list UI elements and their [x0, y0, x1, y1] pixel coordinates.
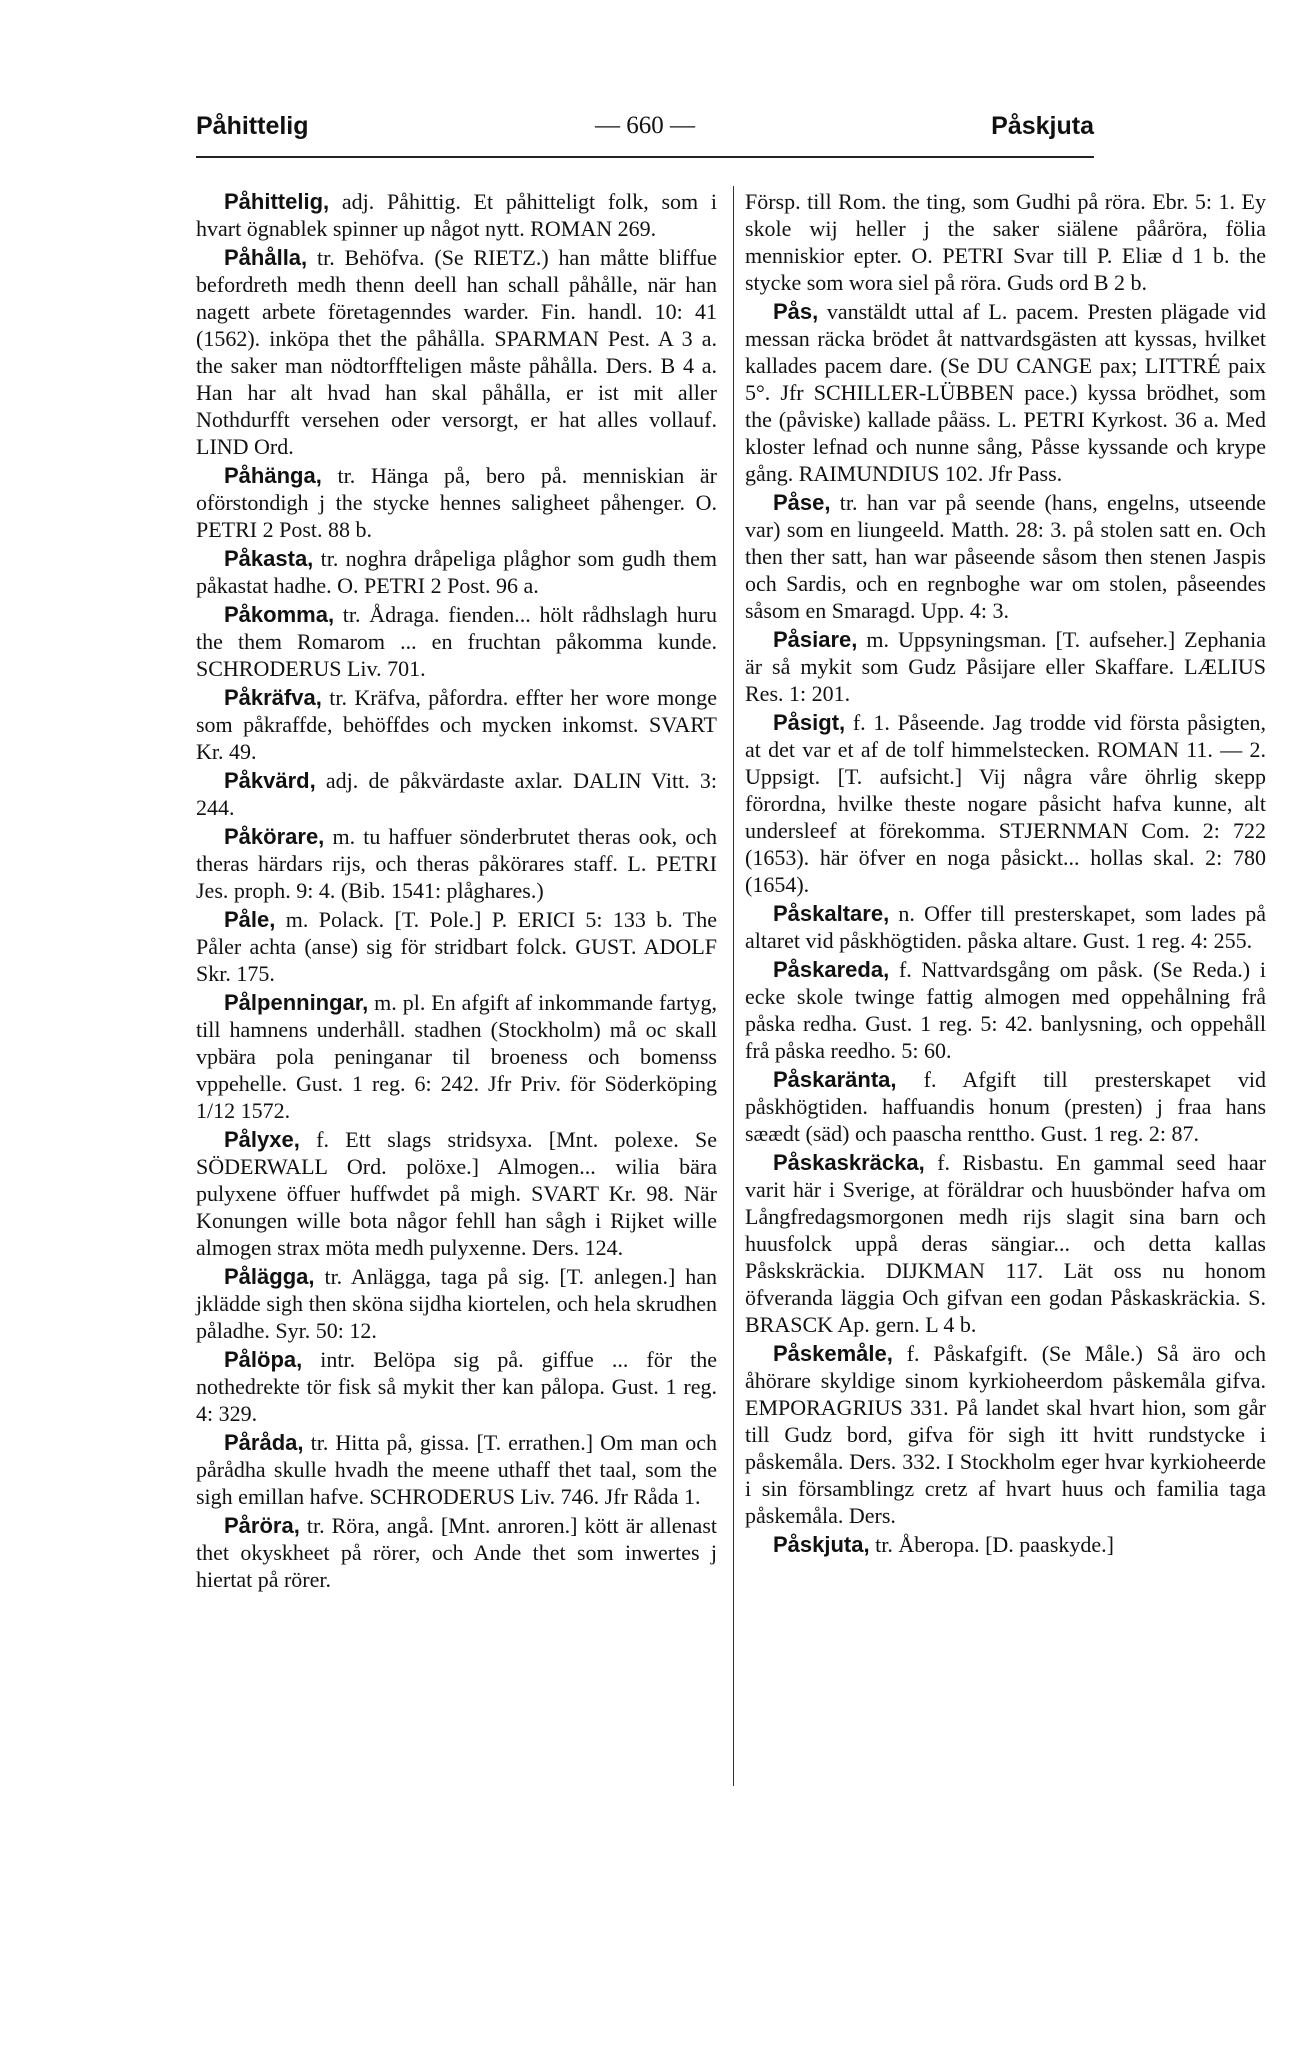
entry-headword: Pålägga,: [224, 1264, 315, 1289]
header-rule: [196, 156, 1094, 158]
dictionary-entry: [745, 1531, 1266, 1558]
entry-text: tr. Behöfva. (Se RIETZ.) han måtte bliffue befordreth medh thenn deell han schall påhålle, när han nagett arbete företagenndes warder. Fin. handl. 10: 41 (1562). inköpa thet the påhålla. SPARMAN Pest. A 3 a. the saker man nödtorffteligen måste påhålla. Ders. B 4 a. Han har alt hvad han skal påhålla, er ist mit aller Nothdurfft versehen oder versorgt, er hat alles vollauf. LIND Ord.: [196, 245, 717, 459]
dictionary-entry: [196, 823, 717, 904]
entry-text: f. Afgift till presterskapet vid påskhögtiden. haffuandis honum (presten) j fraa hans sæædt (säd) och paascha renttho. Gust. 1 reg. 2: 87.: [745, 1067, 1266, 1146]
entry-headword: Påle,: [224, 907, 276, 932]
entry-headword: Påskemåle,: [773, 1341, 893, 1366]
entry-text: tr. Hitta på, gissa. [T. errathen.] Om man och pårådha skulle hvadh the meene uthaff thet taal, som the sigh emillan hafve. SCHRODERUS Liv. 746. Jfr Råda 1.: [196, 1430, 717, 1509]
entry-text: m. tu haffuer sönderbrutet theras ook, och theras härdars rijs, och theras påkörares staff. L. PETRI Jes. proph. 9: 4. (Bib. 1541: plåghares.): [196, 824, 717, 903]
dictionary-entry: [745, 900, 1266, 954]
entry-text: m. Polack. [T. Pole.] P. ERICI 5: 133 b. The Påler achta (anse) sig för stridbart folck. GUST. ADOLF Skr. 175.: [196, 907, 717, 986]
header-right-word: Påskjuta: [991, 112, 1094, 140]
entry-headword: Påkräfva,: [224, 685, 322, 710]
entry-text: tr. Åberopa. [D. paaskyde.]: [869, 1532, 1114, 1557]
entry-headword: Påkvärd,: [224, 768, 316, 793]
entry-headword: Pålyxe,: [224, 1127, 300, 1152]
entry-text: Försp. till Rom. the ting, som Gudhi på röra. Ebr. 5: 1. Ey skole wij heller j the saker siälene pååröra, fölia menniskior epter. O. PETRI Svar till P. Eliæ d 1 b. the stycke som wora siel på röra. Guds ord B 2 b.: [745, 189, 1266, 295]
entry-headword: Påröra,: [224, 1513, 300, 1538]
entry-text: tr. noghra dråpeliga plåghor som gudh them påkastat hadhe. O. PETRI 2 Post. 96 a.: [196, 546, 717, 598]
dictionary-entry: [196, 1263, 717, 1344]
entry-headword: Påse,: [773, 490, 831, 515]
entry-headword: Påkomma,: [224, 602, 335, 627]
entry-text: f. Risbastu. En gammal seed haar varit här i Sverige, at föräldrar och huusbönder hafva om Långfredagsmorgonen medh rijs slagit sina barn och huusfolck uppå deras sängiar... och detta kallas Påskskräckia. DIJKMAN 117. Lät oss nu honom öfveranda läggia Och gifvan een godan Påskaskräckia. S. BRASCK Ap. gern. L 4 b.: [745, 1150, 1266, 1337]
dictionary-entry: [745, 956, 1266, 1064]
entry-text: tr. Ådraga. fienden... hölt rådhslagh huru the them Romarom ... en fruchtan påkomma kunde. SCHRODERUS Liv. 701.: [196, 602, 717, 681]
dictionary-entry: [196, 188, 717, 242]
entry-text: f. Nattvardsgång om påsk. (Se Reda.) i ecke skole twinge fattig almogen med oppehålning frå påska redha. Gust. 1 reg. 5: 42. banlysning, och oppehåll frå påska reedho. 5: 60.: [745, 957, 1266, 1063]
entry-text: vanstäldt uttal af L. pacem. Presten plägade vid messan räcka brödet åt nattvardsgästen att kyssas, hvilket kallades pacem dare. (Se DU CANGE pax; LITTRÉ paix 5°. Jfr SCHILLER-LÜBBEN pace.) kyssa brödhet, som the (påviske) kallade påäss. L. PETRI Kyrkost. 36 a. Med kloster lefnad och nunne sång, Påsse kyssande och krype gång. RAIMUNDIUS 102. Jfr Pass.: [745, 299, 1266, 486]
left-column: [196, 188, 717, 1593]
entry-headword: Påskaränta,: [773, 1067, 897, 1092]
entry-headword: Påskaskräcka,: [773, 1150, 925, 1175]
dictionary-entry: [745, 1340, 1266, 1529]
dictionary-entry: [745, 298, 1266, 487]
entry-text: intr. Belöpa sig på. giffue ... för the nothedrekte tör fisk så mykit ther kan pålopa. Gust. 1 reg. 4: 329.: [196, 1347, 717, 1426]
dictionary-entry: [196, 601, 717, 682]
dictionary-entry: [196, 462, 717, 543]
dictionary-entry: [745, 188, 1266, 296]
entry-headword: Påskaltare,: [773, 901, 890, 926]
dictionary-entry: [196, 244, 717, 460]
entry-headword: Påhänga,: [224, 463, 322, 488]
right-column: [745, 188, 1266, 1558]
entry-headword: Påsiare,: [773, 627, 858, 652]
entry-headword: Pås,: [773, 299, 819, 324]
header-left-word: Påhittelig: [196, 112, 309, 140]
entry-headword: Påsigt,: [773, 710, 846, 735]
dictionary-entry: [196, 906, 717, 987]
dictionary-entry: [196, 767, 717, 821]
entry-headword: Påhittelig,: [224, 189, 330, 214]
entry-headword: Påkasta,: [224, 546, 314, 571]
dictionary-entry: [745, 1149, 1266, 1338]
entry-headword: Påhålla,: [224, 245, 308, 270]
dictionary-entry: [745, 709, 1266, 898]
entry-text: m. pl. En afgift af inkommande fartyg, till hamnens underhåll. stadhen (Stockholm) må oc skall vpbära pola peninganar til broeness och bomenss vppehelle. Gust. 1 reg. 6: 242. Jfr Priv. för Söderköping 1/12 1572.: [196, 990, 717, 1123]
dictionary-entry: [196, 989, 717, 1124]
dictionary-entry: [745, 489, 1266, 624]
entry-text: adj. Påhittig. Et påhitteligt folk, som i hvart ögnablek spinner up något nytt. ROMAN 269.: [196, 189, 717, 241]
entry-headword: Pålpenningar,: [224, 990, 369, 1015]
running-head: [196, 112, 1094, 152]
entry-text: f. Påskafgift. (Se Måle.) Så äro och åhörare skyldige sinom kyrkioheerdom påskemåla gifva. EMPORAGRIUS 331. På landet skal hvart hion, som går till Gudz bord, gifva för sigh itt hvitt rundstycke i påskemåla. Ders. 332. I Stockholm eger hvar kyrkioheerde i sin församblingz cretz af hvart huus och familia taga påskemåla. Ders.: [745, 1341, 1266, 1528]
entry-text: n. Offer till presterskapet, som lades på altaret vid påskhögtiden. påska altare. Gust. 1 reg. 4: 255.: [745, 901, 1266, 953]
entry-text: adj. de påkvärdaste axlar. DALIN Vitt. 3: 244.: [196, 768, 717, 820]
entry-text: tr. Anlägga, taga på sig. [T. anlegen.] han jklädde sigh then sköna sijdha kiortelen, och hela skrudhen påladhe. Syr. 50: 12.: [196, 1264, 717, 1343]
dictionary-entry: [745, 1066, 1266, 1147]
dictionary-entry: [196, 1346, 717, 1427]
entry-text: tr. Röra, angå. [Mnt. anroren.] kött är allenast thet okyskheet på rörer, och Ande thet som inwertes j hiertat på rörer.: [196, 1513, 717, 1592]
dictionary-entry: [196, 1429, 717, 1510]
dictionary-entry: [196, 1512, 717, 1593]
entry-headword: Påkörare,: [224, 824, 325, 849]
dictionary-entry: [196, 545, 717, 599]
entry-headword: Pålöpa,: [224, 1347, 303, 1372]
entry-text: tr. Kräfva, påfordra. effter her wore monge som påkraffde, behöffdes och mycken inkomst. SVART Kr. 49.: [196, 685, 717, 764]
entry-text: tr. han var på seende (hans, engelns, utseende var) som en liungeeld. Matth. 28: 3. på stolen satt en. Och then ther satt, han war påseende såsom then stenen Jaspis och Sardis, och en regnboghe war om stolen, påseendes såsom en Smaragd. Upp. 4: 3.: [745, 490, 1266, 623]
column-divider: [733, 186, 734, 1786]
entry-text: m. Uppsyningsman. [T. aufseher.] Zephania är så mykit som Gudz Påsijare eller Skaffare. LÆLIUS Res. 1: 201.: [745, 627, 1266, 706]
entry-headword: Påråda,: [224, 1430, 304, 1455]
entry-headword: Påskjuta,: [773, 1532, 870, 1557]
entry-headword: Påskareda,: [773, 957, 890, 982]
dictionary-entry: [196, 684, 717, 765]
dictionary-entry: [745, 626, 1266, 707]
entry-text: tr. Hänga på, bero på. menniskian är oförstondigh j the stycke hennes saligheet påhenger. O. PETRI 2 Post. 88 b.: [196, 463, 717, 542]
entry-text: f. Ett slags stridsyxa. [Mnt. polexe. Se SÖDERWALL Ord. polöxe.] Almogen... wilia bära pulyxene öffuer huffwdet på migh. SVART Kr. 98. När Konungen wille bota någor fehll han sågh i Rijket wille almogen strax möta medh pulyxenne. Ders. 124.: [196, 1127, 717, 1260]
dictionary-entry: [196, 1126, 717, 1261]
page-number: — 660 —: [595, 112, 695, 139]
entry-text: f. 1. Påseende. Jag trodde vid första påsigten, at det var et af de tolf himmelstecken. ROMAN 11. — 2. Uppsigt. [T. aufsicht.] Vij några våre öhrlig skepp förordna, hvilke theste nogare påsicht hafva kunne, alt undersleef at förekomma. STJERNMAN Com. 2: 722 (1653). här öfver en noga påsickt... hollas skal. 2: 780 (1654).: [745, 710, 1266, 897]
